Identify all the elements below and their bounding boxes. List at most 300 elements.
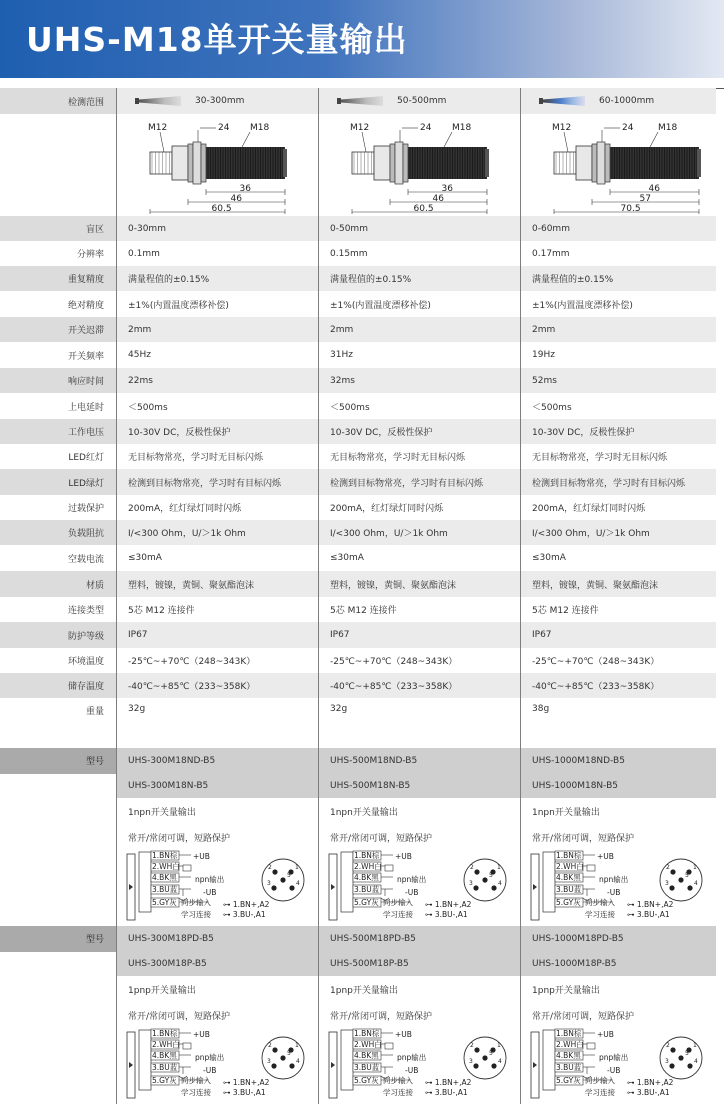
row-label: 空载电流	[0, 545, 116, 571]
sync-to-label: ⊶ 1.BN+,A2	[627, 900, 674, 909]
value-cell: 2mm	[520, 317, 716, 342]
spec-table	[0, 88, 724, 1104]
value-cell: 45Hz	[116, 342, 318, 368]
wire-label: 1.BN棕	[152, 851, 178, 860]
svg-text:5: 5	[489, 872, 493, 879]
value-cell: 0.15mm	[318, 241, 520, 266]
minus-ub-label: -UB	[405, 888, 419, 897]
value-cell: -40℃~+85℃（233~358K）	[116, 673, 318, 698]
learn-to-label: ⊶ 3.BU-,A1	[425, 910, 468, 919]
sensor-dimension-drawing	[524, 116, 714, 214]
value-cell: 满量程值的±0.15%	[520, 266, 716, 291]
value-cell: 0.17mm	[520, 241, 716, 266]
row-label: 开关频率	[0, 342, 116, 368]
row-label: LED绿灯	[0, 469, 116, 495]
wire-label: 3.BU蓝	[556, 885, 582, 894]
beam-icon	[539, 96, 585, 106]
wiring-diagram	[117, 1028, 318, 1104]
value-cell: UHS-500M18PD-B5	[318, 926, 520, 952]
pnp-model-row-2	[0, 952, 724, 976]
thread-m18-label: M18	[657, 123, 677, 133]
sync-input-label: 同步输入	[585, 1076, 615, 1085]
value-cell	[318, 88, 520, 114]
value-cell: UHS-500M18P-B5	[318, 952, 520, 976]
row-label: LED红灯	[0, 444, 116, 469]
row-label	[0, 798, 116, 824]
svg-text:2: 2	[666, 1042, 670, 1049]
plus-ub-label: +UB	[597, 852, 614, 861]
page-title: UHS-M18单开关量输出	[26, 20, 408, 59]
learn-to-label: ⊶ 3.BU-,A1	[425, 1088, 468, 1097]
row-label: 储存温度	[0, 673, 116, 698]
row-label: 重量	[0, 698, 116, 734]
row-label: 环境温度	[0, 648, 116, 673]
value-cell: 1npn开关量输出	[116, 798, 318, 824]
value-cell: 0.1mm	[116, 241, 318, 266]
plus-ub-label: +UB	[193, 852, 210, 861]
value-cell: IP67	[520, 622, 716, 648]
value-cell: 检测到目标物常亮，学习时有目标闪烁	[116, 469, 318, 495]
svg-text:5: 5	[685, 872, 689, 879]
row-label: 防护等级	[0, 622, 116, 648]
spacer-row	[0, 734, 724, 748]
row-label: 上电延时	[0, 393, 116, 419]
wire-label: 2.WH白	[152, 1040, 180, 1049]
spec-row	[0, 597, 724, 622]
thread-m12-label: M12	[349, 123, 369, 133]
value-cell	[318, 850, 520, 926]
spec-row	[0, 241, 724, 266]
svg-text:2: 2	[268, 864, 272, 871]
value-cell: 无目标物常亮，学习时无目标闪烁	[318, 444, 520, 469]
npn-desc-row-1	[0, 798, 724, 824]
value-cell: I/<300 Ohm，U/＞1k Ohm	[520, 520, 716, 545]
range-value: 60-1000mm	[599, 96, 655, 106]
spec-row	[0, 368, 724, 393]
spec-row	[0, 545, 724, 571]
value-cell: 32ms	[318, 368, 520, 393]
row-label: 连接类型	[0, 597, 116, 622]
sensor-dimension-drawing	[120, 116, 316, 214]
value-cell	[520, 114, 716, 216]
row-label	[0, 1002, 116, 1028]
value-cell: 常开/常闭可调，短路保护	[318, 1002, 520, 1028]
value-cell: UHS-300M18P-B5	[116, 952, 318, 976]
value-cell: I/<300 Ohm，U/＞1k Ohm	[116, 520, 318, 545]
wire-label: 1.BN棕	[556, 851, 582, 860]
row-label	[0, 850, 116, 926]
dim-2-label: 57	[639, 194, 651, 204]
value-cell: 32g	[116, 698, 318, 734]
value-cell: -40℃~+85℃（233~358K）	[318, 673, 520, 698]
row-label: 型号	[0, 748, 116, 774]
wire-label: 4.BK黑	[354, 873, 379, 882]
learn-to-label: ⊶ 3.BU-,A1	[223, 1088, 266, 1097]
spec-row	[0, 495, 724, 520]
pnp-model-row-1	[0, 926, 724, 952]
dim-1-label: 36	[239, 184, 251, 194]
learn-connect-label: 学习连接	[585, 1088, 615, 1097]
spec-row	[0, 622, 724, 648]
row-label: 过载保护	[0, 495, 116, 520]
value-cell: -25℃~+70℃（248~343K）	[116, 648, 318, 673]
beam-icon	[337, 96, 383, 106]
sync-input-label: 同步输入	[383, 1076, 413, 1085]
value-cell: 200mA，红灯绿灯同时闪烁	[318, 495, 520, 520]
dim-1-label: 36	[441, 184, 453, 194]
wire-label: 1.BN棕	[556, 1029, 582, 1038]
value-cell: 塑料，镀镍，黄铜、聚氨酯泡沫	[116, 571, 318, 597]
learn-connect-label: 学习连接	[181, 910, 211, 919]
value-cell: 检测到目标物常亮，学习时有目标闪烁	[318, 469, 520, 495]
value-cell: 满量程值的±0.15%	[318, 266, 520, 291]
value-cell: IP67	[116, 622, 318, 648]
sync-to-label: ⊶ 1.BN+,A2	[425, 1078, 472, 1087]
output-label: npn输出	[195, 875, 225, 884]
plus-ub-label: +UB	[395, 852, 412, 861]
value-cell: 38g	[520, 698, 716, 734]
value-cell: 常开/常闭可调，短路保护	[318, 824, 520, 850]
sensor-tip-icon	[539, 98, 543, 104]
spec-row	[0, 648, 724, 673]
spec-row	[0, 673, 724, 698]
row-label	[0, 114, 116, 216]
wire-label: 5.GY灰	[354, 1076, 379, 1085]
hex-size-label: 24	[217, 123, 229, 133]
thread-m12-label: M12	[551, 123, 571, 133]
learn-connect-label: 学习连接	[181, 1088, 211, 1097]
minus-ub-label: -UB	[607, 1066, 621, 1075]
sensor-tip-icon	[337, 98, 341, 104]
sensor-dimension-drawing	[322, 116, 518, 214]
value-cell: 无目标物常亮，学习时无目标闪烁	[116, 444, 318, 469]
wire-label: 1.BN棕	[354, 1029, 380, 1038]
wire-label: 2.WH白	[152, 862, 180, 871]
pnp-desc-row-2	[0, 1002, 724, 1028]
value-cell: 塑料，镀镍，黄铜、聚氨酯泡沫	[318, 571, 520, 597]
row-label	[0, 1028, 116, 1104]
svg-text:1: 1	[295, 1042, 299, 1049]
value-cell: UHS-300M18PD-B5	[116, 926, 318, 952]
output-label: npn输出	[397, 875, 427, 884]
value-cell: UHS-1000M18PD-B5	[520, 926, 716, 952]
sound-beam-icon	[543, 96, 585, 106]
svg-text:3: 3	[469, 880, 473, 887]
spec-row	[0, 393, 724, 419]
wire-label: 5.GY灰	[152, 1076, 177, 1085]
value-cell: ≤30mA	[116, 545, 318, 571]
value-cell: IP67	[318, 622, 520, 648]
spec-row	[0, 317, 724, 342]
svg-text:2: 2	[268, 1042, 272, 1049]
wire-label: 3.BU蓝	[354, 885, 380, 894]
minus-ub-label: -UB	[203, 888, 217, 897]
minus-ub-label: -UB	[405, 1066, 419, 1075]
svg-text:3: 3	[665, 1058, 669, 1065]
value-cell: 31Hz	[318, 342, 520, 368]
wire-label: 4.BK黑	[354, 1051, 379, 1060]
value-cell: ±1%(内置温度漂移补偿)	[116, 291, 318, 317]
value-cell: ＜500ms	[318, 393, 520, 419]
value-cell: 1pnp开关量输出	[318, 976, 520, 1002]
value-cell: 2mm	[318, 317, 520, 342]
spec-row	[0, 266, 724, 291]
svg-text:1: 1	[693, 1042, 697, 1049]
dim-3-label: 60.5	[413, 204, 434, 214]
value-cell: 常开/常闭可调，短路保护	[116, 1002, 318, 1028]
hex-size-label: 24	[419, 123, 431, 133]
svg-text:4: 4	[694, 1058, 698, 1065]
spec-row	[0, 520, 724, 545]
value-cell: UHS-500M18N-B5	[318, 774, 520, 798]
svg-text:1: 1	[497, 1042, 501, 1049]
svg-text:1: 1	[497, 864, 501, 871]
value-cell: UHS-500M18ND-B5	[318, 748, 520, 774]
value-cell: 5芯 M12 连接件	[318, 597, 520, 622]
svg-text:5: 5	[287, 872, 291, 879]
value-cell	[116, 88, 318, 114]
wire-label: 2.WH白	[354, 862, 382, 871]
dim-1-label: 46	[648, 184, 660, 194]
row-label: 型号	[0, 926, 116, 952]
output-label: pnp输出	[195, 1053, 225, 1062]
wiring-diagram	[521, 1028, 716, 1104]
wire-label: 5.GY灰	[556, 898, 581, 907]
thread-m12-label: M12	[147, 123, 167, 133]
value-cell	[318, 114, 520, 216]
svg-text:4: 4	[498, 1058, 502, 1065]
minus-ub-label: -UB	[203, 1066, 217, 1075]
value-cell: 10-30V DC，反极性保护	[520, 419, 716, 444]
spec-row	[0, 698, 724, 734]
wire-label: 5.GY灰	[152, 898, 177, 907]
wire-label: 2.WH白	[354, 1040, 382, 1049]
value-cell	[318, 734, 520, 748]
value-cell	[520, 734, 716, 748]
pnp-wiring-row	[0, 1028, 724, 1104]
value-cell: 10-30V DC，反极性保护	[318, 419, 520, 444]
row-label	[0, 824, 116, 850]
sound-beam-icon	[139, 96, 181, 106]
sync-input-label: 同步输入	[181, 898, 211, 907]
value-cell	[116, 1028, 318, 1104]
svg-text:5: 5	[489, 1050, 493, 1057]
value-cell: 常开/常闭可调，短路保护	[520, 1002, 716, 1028]
sync-to-label: ⊶ 1.BN+,A2	[627, 1078, 674, 1087]
wire-label: 2.WH白	[556, 1040, 584, 1049]
svg-text:3: 3	[469, 1058, 473, 1065]
value-cell: I/<300 Ohm，U/＞1k Ohm	[318, 520, 520, 545]
plus-ub-label: +UB	[597, 1030, 614, 1039]
svg-text:4: 4	[296, 1058, 300, 1065]
value-cell: 塑料，镀镍，黄铜、聚氨酯泡沫	[520, 571, 716, 597]
svg-text:5: 5	[685, 1050, 689, 1057]
value-cell: 满量程值的±0.15%	[116, 266, 318, 291]
value-cell: ≤30mA	[520, 545, 716, 571]
plus-ub-label: +UB	[193, 1030, 210, 1039]
learn-connect-label: 学习连接	[383, 910, 413, 919]
svg-text:3: 3	[665, 880, 669, 887]
value-cell	[520, 88, 716, 114]
value-cell: UHS-300M18N-B5	[116, 774, 318, 798]
output-label: pnp输出	[397, 1053, 427, 1062]
value-cell: 1pnp开关量输出	[520, 976, 716, 1002]
learn-to-label: ⊶ 3.BU-,A1	[223, 910, 266, 919]
svg-text:2: 2	[470, 864, 474, 871]
dim-3-label: 60.5	[211, 204, 232, 214]
wiring-diagram	[319, 850, 520, 926]
value-cell: -40℃~+85℃（233~358K）	[520, 673, 716, 698]
value-cell	[116, 114, 318, 216]
value-cell: 200mA，红灯绿灯同时闪烁	[520, 495, 716, 520]
row-label: 负载阻抗	[0, 520, 116, 545]
wiring-diagram	[319, 1028, 520, 1104]
plus-ub-label: +UB	[395, 1030, 412, 1039]
sync-to-label: ⊶ 1.BN+,A2	[223, 1078, 270, 1087]
svg-text:4: 4	[296, 880, 300, 887]
range-row	[0, 88, 724, 114]
value-cell: 5芯 M12 连接件	[520, 597, 716, 622]
wire-label: 4.BK黑	[556, 1051, 581, 1060]
value-cell: UHS-300M18ND-B5	[116, 748, 318, 774]
value-cell: 10-30V DC，反极性保护	[116, 419, 318, 444]
svg-text:3: 3	[267, 880, 271, 887]
row-label: 检测范围	[0, 88, 116, 114]
value-cell: 检测到目标物常亮，学习时有目标闪烁	[520, 469, 716, 495]
value-cell: UHS-1000M18P-B5	[520, 952, 716, 976]
row-label	[0, 734, 116, 748]
beam-icon	[135, 96, 181, 106]
spec-row	[0, 342, 724, 368]
value-cell: 19Hz	[520, 342, 716, 368]
learn-to-label: ⊶ 3.BU-,A1	[627, 1088, 670, 1097]
row-label	[0, 976, 116, 1002]
svg-text:2: 2	[666, 864, 670, 871]
row-label	[0, 774, 116, 798]
row-label: 材质	[0, 571, 116, 597]
page-header	[0, 0, 724, 78]
output-label: pnp输出	[599, 1053, 629, 1062]
wire-label: 4.BK黑	[152, 873, 177, 882]
row-label: 响应时间	[0, 368, 116, 393]
drawing-row	[0, 114, 724, 216]
wire-label: 4.BK黑	[152, 1051, 177, 1060]
sync-input-label: 同步输入	[383, 898, 413, 907]
npn-model-row-2	[0, 774, 724, 798]
sync-to-label: ⊶ 1.BN+,A2	[425, 900, 472, 909]
dim-2-label: 46	[230, 194, 242, 204]
svg-text:1: 1	[295, 864, 299, 871]
value-cell: 1npn开关量输出	[520, 798, 716, 824]
value-cell: ±1%(内置温度漂移补偿)	[318, 291, 520, 317]
svg-text:4: 4	[498, 880, 502, 887]
value-cell: ＜500ms	[520, 393, 716, 419]
value-cell: ±1%(内置温度漂移补偿)	[520, 291, 716, 317]
value-cell: 32g	[318, 698, 520, 734]
dim-3-label: 70.5	[620, 204, 641, 214]
value-cell: 常开/常闭可调，短路保护	[520, 824, 716, 850]
value-cell: 0-60mm	[520, 216, 716, 241]
wire-label: 3.BU蓝	[152, 885, 178, 894]
value-cell: 2mm	[116, 317, 318, 342]
wire-label: 5.GY灰	[354, 898, 379, 907]
svg-text:5: 5	[287, 1050, 291, 1057]
value-cell: 5芯 M12 连接件	[116, 597, 318, 622]
value-cell: 52ms	[520, 368, 716, 393]
svg-text:2: 2	[470, 1042, 474, 1049]
minus-ub-label: -UB	[607, 888, 621, 897]
wire-label: 3.BU蓝	[556, 1063, 582, 1072]
value-cell: 22ms	[116, 368, 318, 393]
wire-label: 2.WH白	[556, 862, 584, 871]
npn-model-row-1	[0, 748, 724, 774]
learn-connect-label: 学习连接	[585, 910, 615, 919]
learn-connect-label: 学习连接	[383, 1088, 413, 1097]
value-cell: 0-30mm	[116, 216, 318, 241]
wiring-diagram	[521, 850, 716, 926]
wire-label: 4.BK黑	[556, 873, 581, 882]
hex-size-label: 24	[621, 123, 633, 133]
sync-input-label: 同步输入	[585, 898, 615, 907]
wire-label: 3.BU蓝	[354, 1063, 380, 1072]
range-value: 50-500mm	[397, 96, 447, 106]
value-cell: 常开/常闭可调，短路保护	[116, 824, 318, 850]
npn-desc-row-2	[0, 824, 724, 850]
wire-label: 1.BN棕	[354, 851, 380, 860]
wiring-diagram	[117, 850, 318, 926]
value-cell: 无目标物常亮，学习时无目标闪烁	[520, 444, 716, 469]
learn-to-label: ⊶ 3.BU-,A1	[627, 910, 670, 919]
value-cell: 1npn开关量输出	[318, 798, 520, 824]
range-value: 30-300mm	[195, 96, 245, 106]
wire-label: 1.BN棕	[152, 1029, 178, 1038]
spec-row	[0, 291, 724, 317]
value-cell	[116, 734, 318, 748]
value-cell: ＜500ms	[116, 393, 318, 419]
value-cell: -25℃~+70℃（248~343K）	[520, 648, 716, 673]
wire-label: 3.BU蓝	[152, 1063, 178, 1072]
row-label: 盲区	[0, 216, 116, 241]
thread-m18-label: M18	[249, 123, 269, 133]
spec-row	[0, 571, 724, 597]
value-cell	[116, 850, 318, 926]
svg-text:4: 4	[694, 880, 698, 887]
value-cell: ≤30mA	[318, 545, 520, 571]
output-label: npn输出	[599, 875, 629, 884]
value-cell: 200mA，红灯绿灯同时闪烁	[116, 495, 318, 520]
value-cell: -25℃~+70℃（248~343K）	[318, 648, 520, 673]
row-label: 绝对精度	[0, 291, 116, 317]
row-label: 开关迟滞	[0, 317, 116, 342]
spec-row	[0, 444, 724, 469]
value-cell: 1pnp开关量输出	[116, 976, 318, 1002]
value-cell	[318, 1028, 520, 1104]
row-label: 重复精度	[0, 266, 116, 291]
dim-2-label: 46	[432, 194, 444, 204]
npn-wiring-row	[0, 850, 724, 926]
pnp-desc-row-1	[0, 976, 724, 1002]
spec-row	[0, 419, 724, 444]
value-cell: UHS-1000M18ND-B5	[520, 748, 716, 774]
thread-m18-label: M18	[451, 123, 471, 133]
value-cell	[520, 1028, 716, 1104]
sound-beam-icon	[341, 96, 383, 106]
svg-text:1: 1	[693, 864, 697, 871]
sync-input-label: 同步输入	[181, 1076, 211, 1085]
row-label: 工作电压	[0, 419, 116, 444]
value-cell	[520, 850, 716, 926]
spec-row	[0, 216, 724, 241]
